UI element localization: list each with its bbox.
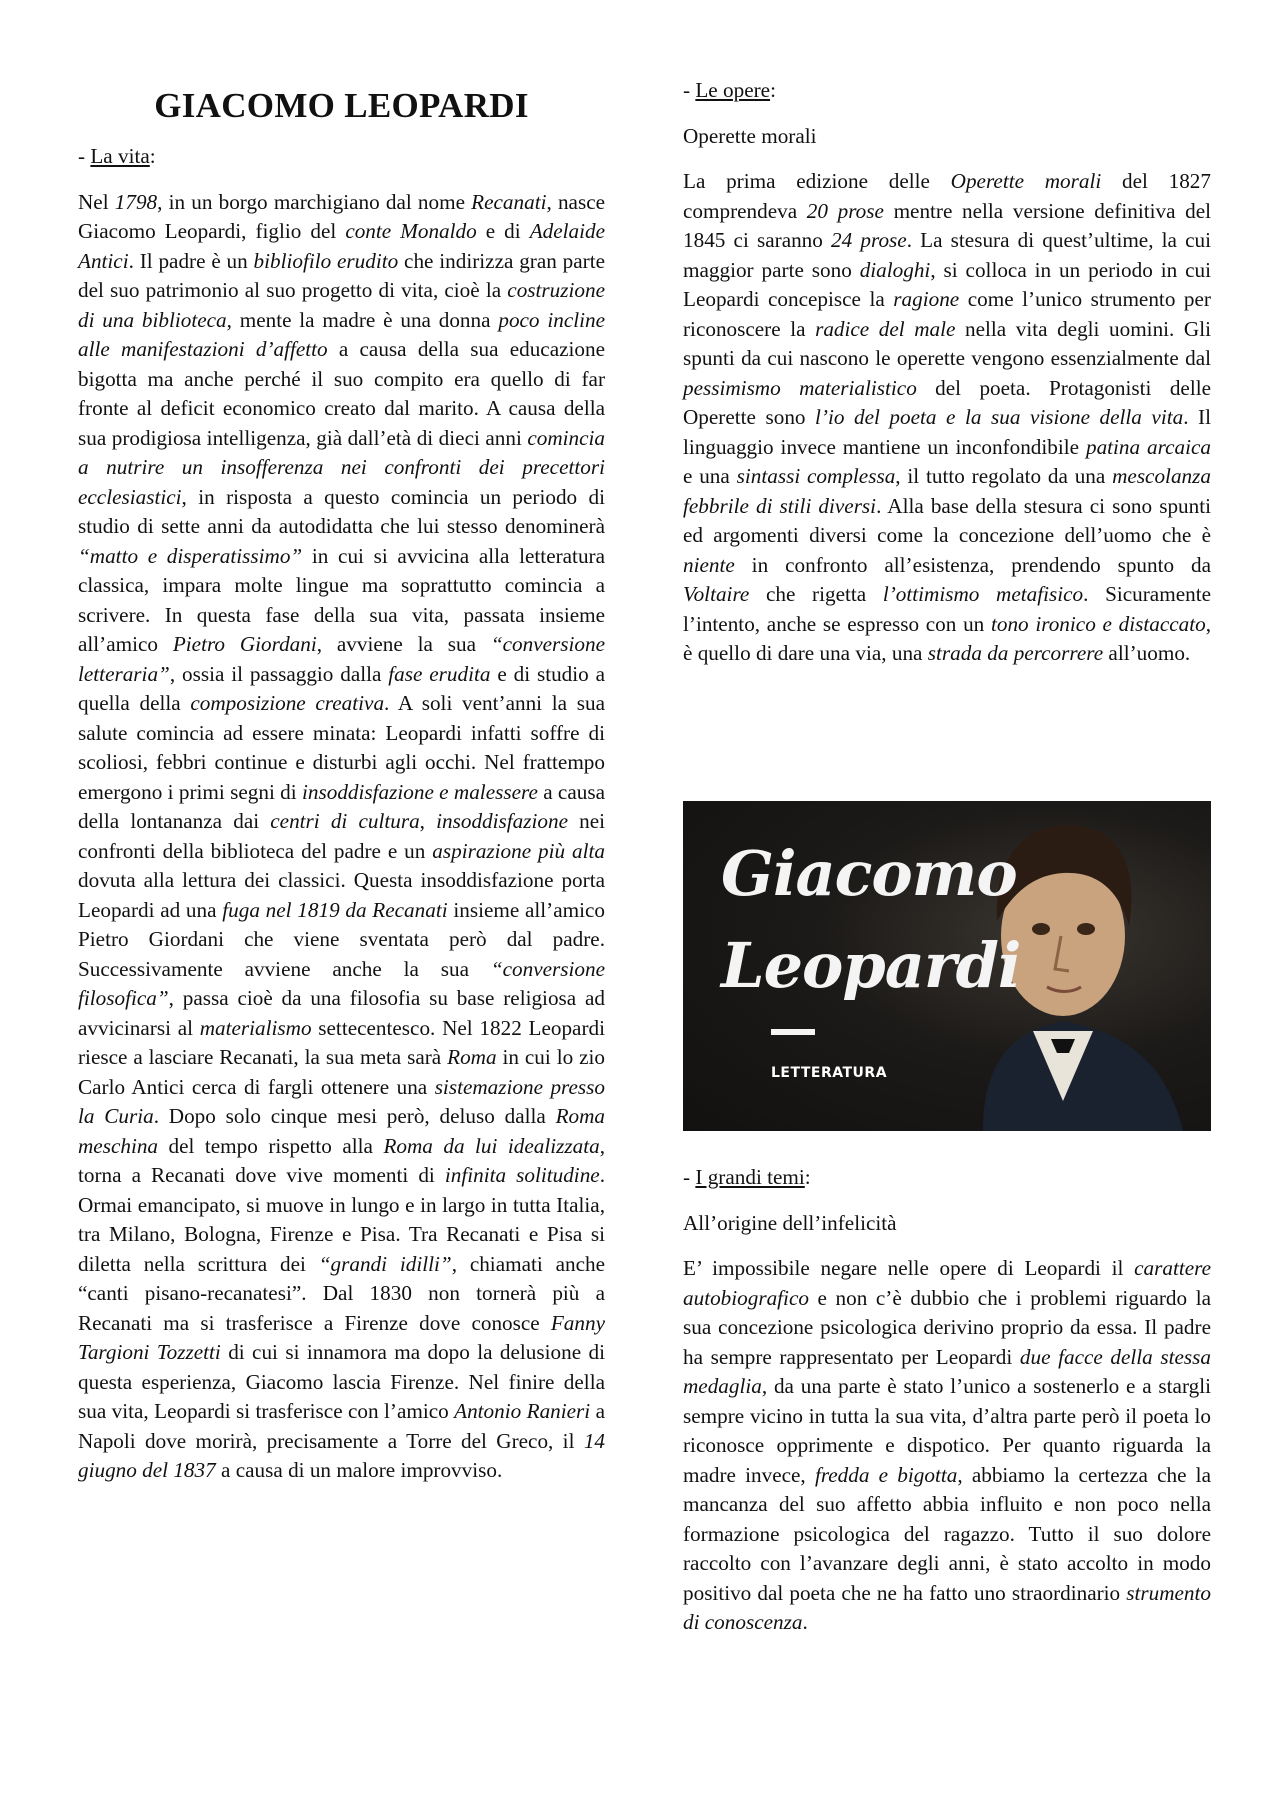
text-run: , mente la madre è una donna	[226, 307, 499, 332]
text-run: a causa della lontananza dai	[78, 779, 605, 833]
heading-dash: -	[78, 144, 91, 168]
text-run: . Dopo solo cinque mesi però, deluso dalla	[153, 1104, 556, 1128]
emphasis-text: materialismo	[199, 1015, 312, 1040]
emphasis-text: “matto e disperatissimo”	[78, 543, 303, 568]
emphasis-text: patina arcaica	[1085, 434, 1211, 459]
emphasis-text: dialoghi	[859, 257, 931, 282]
emphasis-text: Roma da lui idealizzata	[383, 1133, 600, 1158]
emphasis-text: poco incline alle manifestazioni d’affetto	[78, 307, 605, 361]
text-run: . Alla base della stesura ci sono spunti ed argomenti diversi come la concezione dell’uomo che è	[683, 493, 1211, 547]
text-run: e di studio a quella della	[78, 661, 606, 715]
text-run: , in risposta a questo comincia un periodo di studio di sette anni da autodidatta che lui stesso denominerà	[78, 484, 605, 538]
text-run: . Il linguaggio invece mantiene un inconfondibile	[683, 405, 1211, 459]
left-column	[78, 76, 605, 1486]
text-run: . Sicuramente l’intento, anche se espresso con un	[683, 582, 1211, 636]
emphasis-text: bibliofilo erudito	[253, 248, 399, 273]
heading-dash: -	[683, 1165, 696, 1189]
emphasis-text: carattere autobiografico	[683, 1256, 1211, 1310]
emphasis-text: Fanny Targioni Tozzetti	[78, 1310, 605, 1364]
text-run: , il tutto regolato da una	[895, 464, 1113, 488]
text-run: E’ impossibile negare nelle opere di Leopardi il	[683, 1256, 1135, 1280]
emphasis-text: l’io del poeta e la sua visione della vita	[815, 405, 1184, 429]
section-heading-opere	[683, 76, 1211, 106]
subheading-operette-morali: Operette morali	[683, 123, 817, 148]
heading-title: Le opere	[695, 78, 771, 102]
text-run: mentre nella versione definitiva del 1845 ci saranno	[683, 198, 1212, 252]
emphasis-text: fase erudita	[388, 661, 491, 686]
text-run: . Ormai emancipato, si muove in lungo e in largo in tutta Italia, tra Milano, Bologna, Firenze e Pisa. Tra Recanati e Pisa si diletta nella scrittura dei	[78, 1163, 605, 1276]
banner-category-label: LETTERATURA	[771, 1065, 888, 1081]
emphasis-text: fredda e bigotta	[814, 1462, 958, 1487]
text-run: e non c’è dubbio che i problemi riguardo la sua concezione psicologica derivino proprio da essa. Il padre ha sempre rappresentato per Leopardi	[683, 1285, 1211, 1369]
emphasis-text: strada da percorrere	[927, 641, 1104, 665]
emphasis-text: pessimismo materialistico	[683, 375, 917, 400]
text-run: , si colloca in un periodo in cui Leopardi concepisce la	[683, 257, 1211, 311]
emphasis-text: due facce della stessa medaglia	[683, 1344, 1211, 1398]
emphasis-text: Roma	[447, 1045, 497, 1069]
emphasis-text: fuga nel 1819 da Recanati	[222, 897, 448, 922]
emphasis-text: Pietro Giordani	[172, 632, 317, 656]
heading-title: La vita	[90, 144, 150, 168]
emphasis-text: l’ottimismo metafisico	[882, 582, 1084, 606]
banner-accent-bar	[771, 1029, 815, 1035]
text-run: a Napoli dove morirà, precisamente a Torre del Greco, il	[78, 1399, 605, 1453]
text-run: , chiamati anche “canti pisano-recanatesi”. Dal 1830 non tornerà più a Recanati ma si trasferisce a Firenze dove conosce	[78, 1251, 605, 1335]
text-run: a causa della sua educazione bigotta ma anche perché il suo compito era quello di far fronte al deficit economico creato dal marito. A causa della sua prodigiosa intelligenza, già dall’età di dieci anni	[78, 337, 606, 450]
text-run: che indirizza gran parte del suo patrimonio al suo progetto di vita, cioè la	[78, 248, 605, 302]
heading-colon: :	[149, 144, 156, 168]
emphasis-text: costruzione di una biblioteca	[78, 278, 605, 332]
text-run: . La stesura di quest’ultime, la cui maggior parte sono	[683, 228, 1212, 282]
text-run: , in un borgo marchigiano dal nome	[157, 189, 472, 214]
text-run: , passa cioè da una filosofia su base religiosa ad avvicinarsi al	[78, 986, 605, 1040]
emphasis-text: 24 prose	[831, 228, 907, 252]
banner-script-last-name: Leopardi	[721, 929, 1021, 1002]
text-run: , ossia il passaggio dalla	[169, 661, 389, 686]
text-run: ,	[419, 809, 437, 833]
emphasis-text: radice del male	[815, 316, 956, 341]
emphasis-text: ragione	[893, 287, 960, 311]
emphasis-text: Roma meschina	[78, 1104, 605, 1158]
text-run: in cui si avvicina alla letteratura classica, impara molte lingue ma soprattutto comincia a scrivere. In questa fase della sua vita, passata insieme all’amico	[78, 543, 605, 656]
text-run: che rigetta	[749, 582, 883, 606]
text-run: , torna a Recanati dove vive momenti di	[78, 1133, 605, 1187]
emphasis-text: conte Monaldo	[345, 219, 477, 243]
banner-script-first-name: Giacomo	[721, 837, 1017, 910]
text-run: nei confronti della biblioteca del padre e un	[78, 809, 606, 863]
emphasis-text: aspirazione più alta	[432, 838, 605, 863]
emphasis-text: strumento di conoscenza	[683, 1580, 1211, 1634]
emphasis-text: “conversione filosofica”	[78, 956, 605, 1010]
text-run: . A soli vent’anni la sua salute comincia ad essere minata: Leopardi infatti soffre di scoliosi, febbri continue e disturbi agli occhi. Nel frattempo emergono i primi segni di	[78, 691, 605, 804]
emphasis-text: “conversione letteraria”	[78, 632, 605, 686]
text-run: , nasce Giacomo Leopardi, figlio del	[78, 189, 605, 243]
text-run: nella vita degli uomini. Gli spunti da cui nascono le operette vengono essenzialmente dal	[683, 316, 1211, 370]
text-run: e una	[683, 464, 737, 488]
emphasis-text: Operette morali	[950, 169, 1102, 193]
emphasis-text: 14 giugno del 1837	[78, 1428, 605, 1482]
text-run: , da una parte è stato l’unico a sostenerlo e a stargli sempre vicino in tutta la sua vita, d’altra parte però il poeta lo riconosce opprimente e dispotico. Per quanto riguarda la madre invece,	[683, 1374, 1211, 1487]
emphasis-text: “grandi idilli”	[318, 1251, 452, 1276]
emphasis-text: Voltaire	[683, 582, 750, 606]
subheading-origine-infelicita: All’origine dell’infelicità	[683, 1210, 897, 1235]
emphasis-text: comincia a nutrire un insofferenza nei confronti dei precettori ecclesiastici	[78, 425, 605, 509]
text-run: del 1827 comprendeva	[683, 169, 1211, 223]
text-run: in cui lo zio Carlo Antici cerca di fargli ottenere una	[78, 1045, 605, 1099]
text-run: Nel	[78, 189, 115, 214]
text-run: in confronto all’esistenza, prendendo spunto da	[734, 552, 1211, 577]
emphasis-text: tono ironico e distaccato	[990, 611, 1206, 636]
emphasis-text: Adelaide Antici	[78, 219, 605, 273]
emphasis-text: centri di cultura	[270, 809, 420, 833]
heading-title: I grandi temi	[695, 1165, 805, 1189]
emphasis-text: composizione creativa	[190, 691, 385, 715]
emphasis-text: 20 prose	[806, 198, 884, 223]
emphasis-text: Recanati	[471, 189, 547, 214]
paragraph-vita	[78, 188, 605, 1486]
text-run: dovuta alla lettura dei classici. Questa insoddisfazione porta Leopardi ad una	[78, 868, 605, 922]
text-run: , avviene la sua	[316, 632, 491, 656]
section-heading-temi	[683, 1163, 1211, 1193]
text-run: insieme all’amico Pietro Giordani che viene sventata però dal padre. Successivamente avviene anche la sua	[78, 897, 605, 981]
heading-colon: :	[770, 78, 776, 102]
emphasis-text: niente	[683, 552, 735, 577]
text-run: , è quello di dare una via, una	[683, 611, 1211, 665]
text-run: La prima edizione delle	[683, 169, 951, 193]
heading-colon: :	[804, 1165, 811, 1189]
text-run: come l’unico strumento per riconoscere la	[683, 287, 1211, 341]
text-run: del tempo rispetto alla	[158, 1133, 384, 1158]
text-run: e di	[476, 219, 530, 243]
text-run: all’uomo.	[1103, 641, 1191, 665]
right-column	[683, 76, 1211, 669]
emphasis-text: sintassi complessa	[736, 464, 896, 488]
emphasis-text: infinita solitudine	[444, 1163, 600, 1187]
text-run: .	[802, 1610, 808, 1634]
emphasis-text: insoddisfazione	[436, 809, 568, 833]
text-run: a causa di un malore improvviso.	[215, 1458, 503, 1482]
emphasis-text: mescolanza febbrile di stili diversi	[683, 464, 1211, 518]
emphasis-text: 1798	[114, 189, 158, 214]
page-title: GIACOMO LEOPARDI	[154, 86, 529, 125]
section-heading-vita	[78, 142, 605, 172]
text-run: . Il padre è un	[128, 248, 254, 273]
text-run: di cui si innamora ma dopo la delusione di questa esperienza, Giacomo lascia Firenze. Nel finire della sua vita, Leopardi si trasferisce con l’amico	[78, 1340, 605, 1423]
text-run: , abbiamo la certezza che la mancanza del suo affetto abbia influito e non poco nella formazione psicologica del ragazzo. Tutto il suo dolore raccolto con l’avanzare degli anni, è stato accolto in modo positivo dal poeta che ne ha fatto uno straordinario	[683, 1462, 1211, 1605]
temi-section	[683, 1163, 1211, 1638]
text-run: settecentesco. Nel 1822 Leopardi riesce a lasciare Recanati, la sua meta sarà	[78, 1015, 605, 1069]
heading-dash: -	[683, 78, 696, 102]
emphasis-text: insoddisfazione e malessere	[302, 779, 538, 804]
text-run: del poeta. Protagonisti delle Operette sono	[683, 375, 1211, 429]
emphasis-text: Antonio Ranieri	[454, 1399, 591, 1423]
leopardi-banner-image	[683, 801, 1211, 1131]
paragraph-opere	[683, 167, 1211, 669]
paragraph-temi	[683, 1254, 1211, 1638]
emphasis-text: sistemazione presso la Curia	[78, 1074, 605, 1128]
